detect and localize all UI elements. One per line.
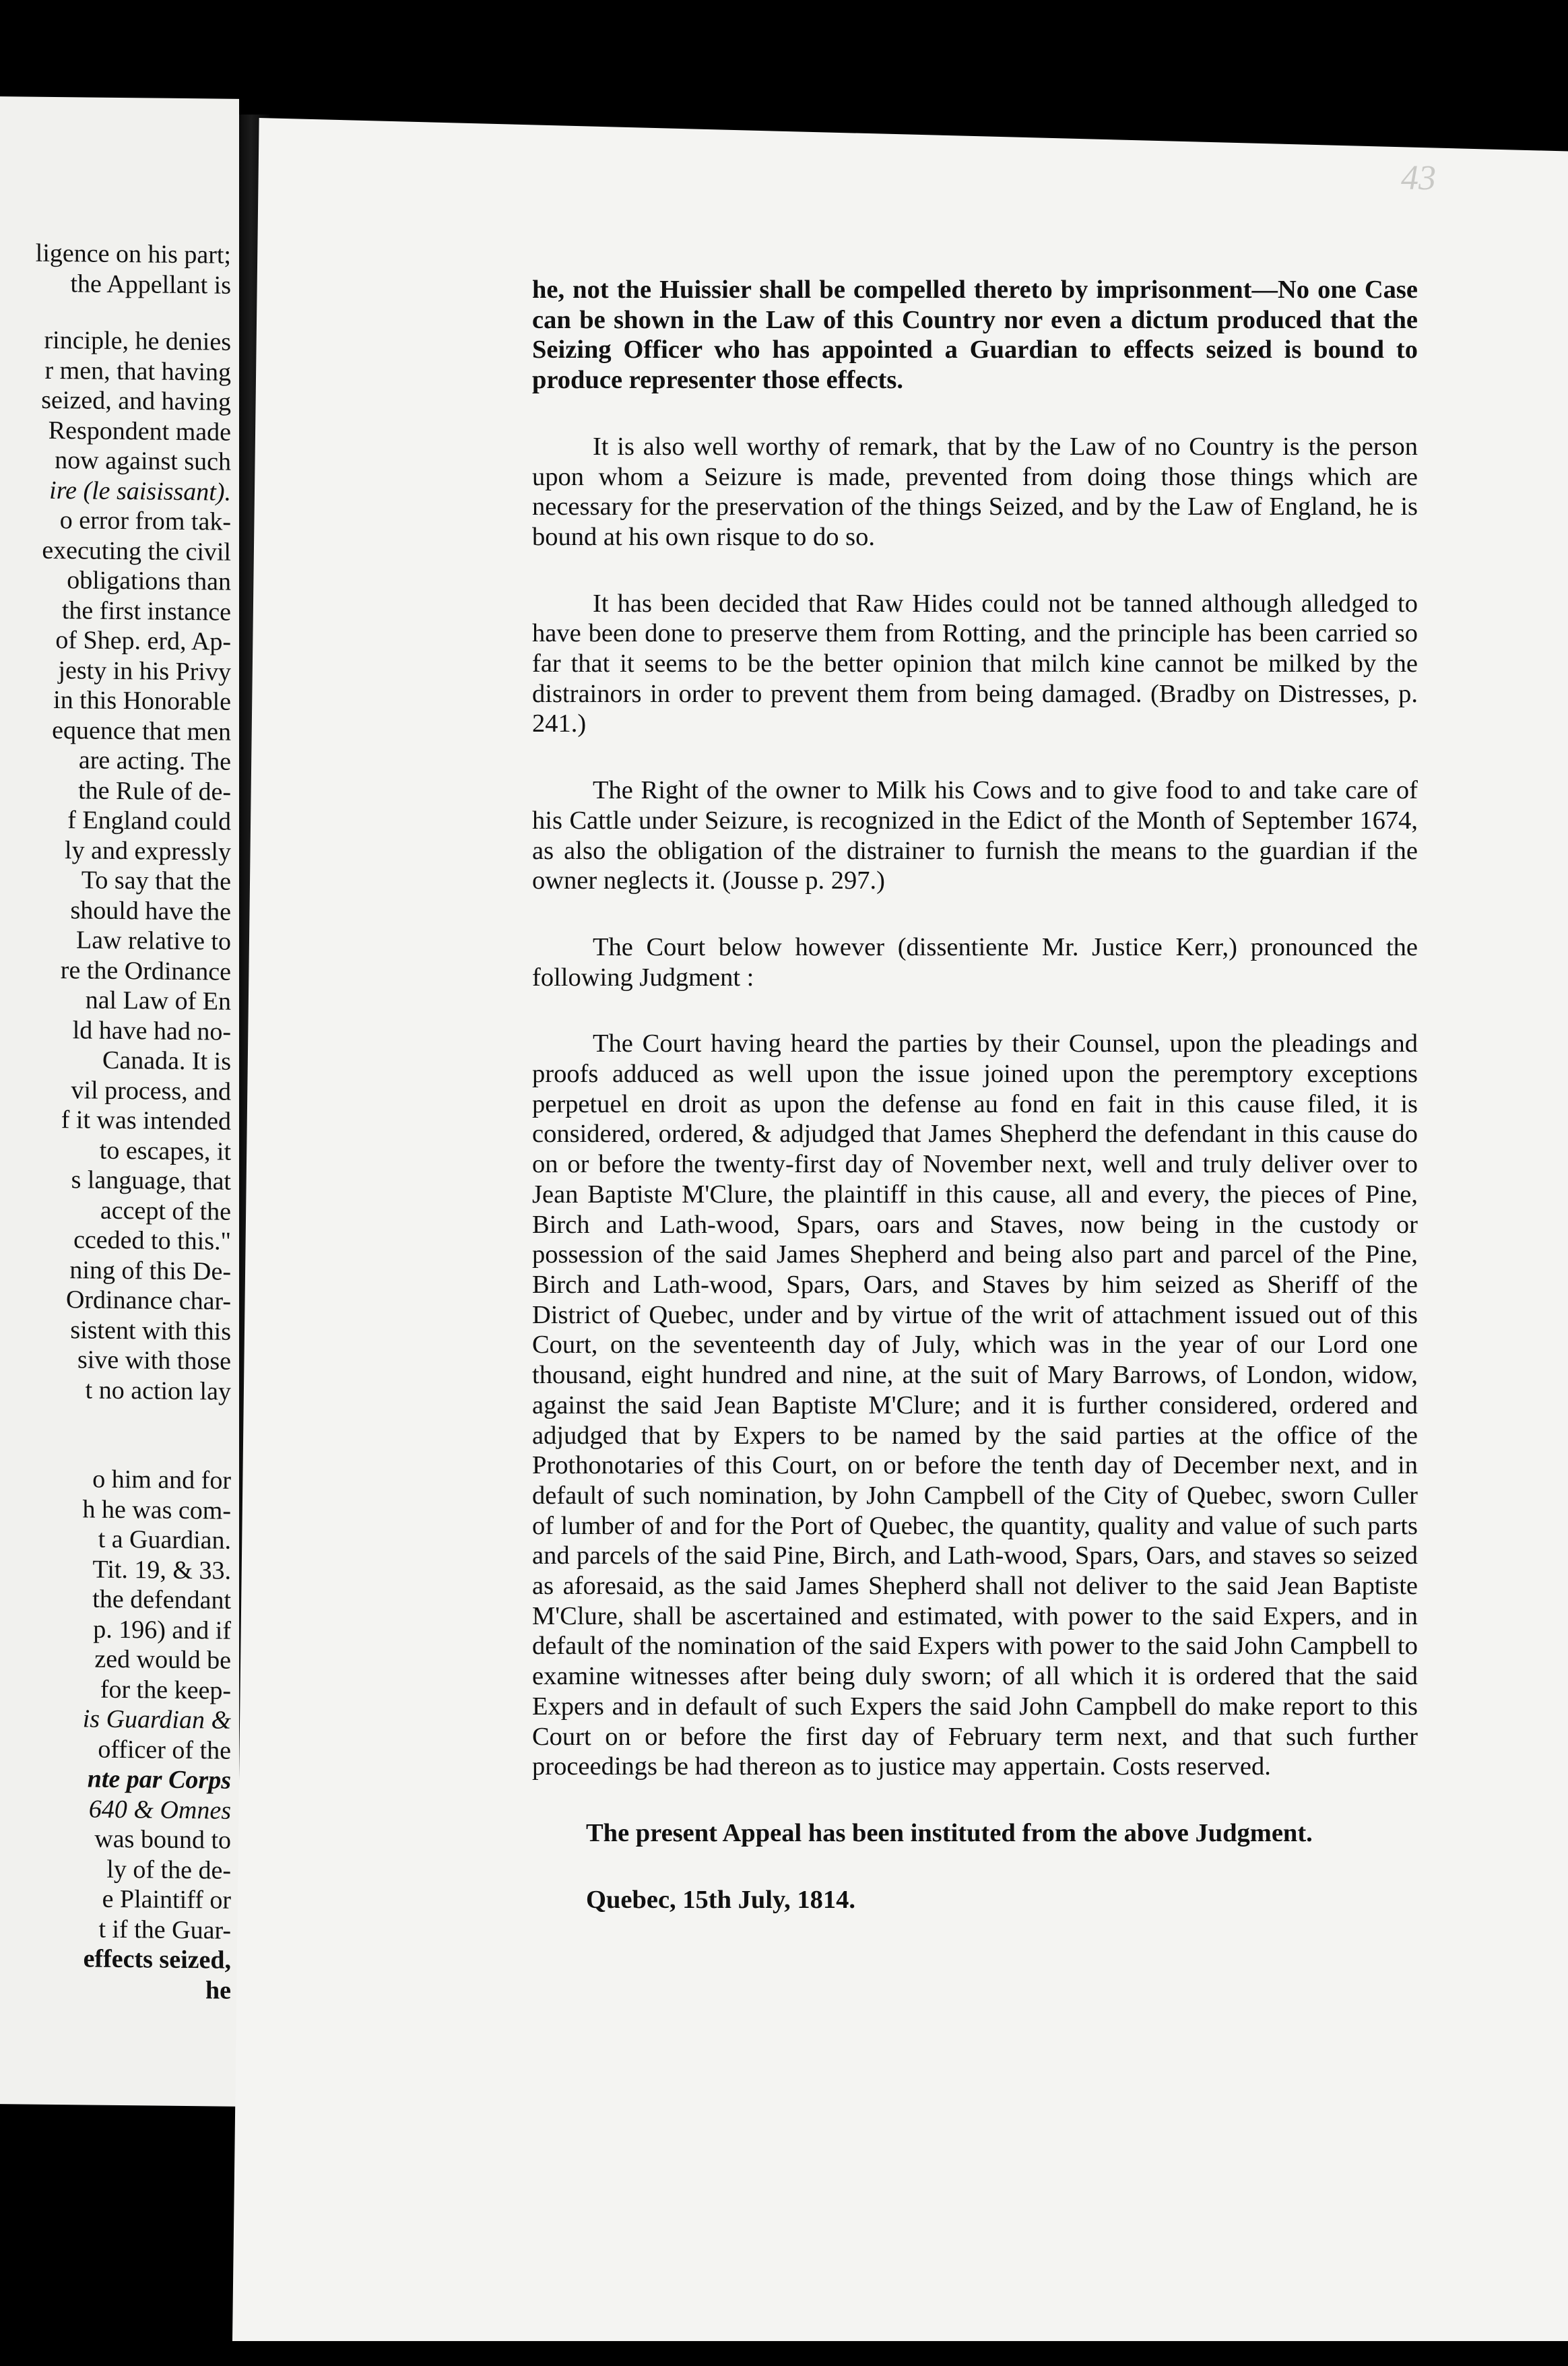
- left-line: o him and for: [92, 1465, 231, 1495]
- left-facing-page: [0, 96, 239, 2107]
- left-line: obligations than: [67, 566, 231, 596]
- paragraph-right-of-owner: The Right of the owner to Milk his Cows and to give food to and take care of his Cattle under Seizure, is recognized in the Edict of the Month of September 1674, as also the obligation of the distrainer to furnish the means to the guardian if the owner neglects it. (Jousse p. 297.): [532, 776, 1418, 895]
- left-line: f it was intended: [61, 1106, 231, 1136]
- paragraph-raw-hides: It has been decided that Raw Hides could not be tanned although alledged to have been done to preserve them from Rotting, and the principle has been carried so far that it seems to be the better opinion that milch kine cannot be milked by the distrainors in order to prevent them from being damaged. (Bradby on Distresses, p. 241.): [532, 589, 1418, 738]
- page-body: [532, 275, 1418, 1951]
- left-line: vil process, and: [71, 1075, 231, 1106]
- left-line: the defendant: [92, 1585, 231, 1615]
- left-line: are acting. The: [78, 746, 231, 776]
- left-line: for the keep-: [100, 1675, 231, 1705]
- left-line: re the Ordinance: [60, 955, 231, 986]
- left-line: ire (le saisissant).: [49, 476, 231, 507]
- left-line: Law relative to: [75, 926, 231, 956]
- left-line: ld have had no-: [72, 1015, 231, 1046]
- left-line: ly and expressly: [65, 835, 231, 866]
- left-line: should have the: [70, 895, 231, 926]
- left-line: officer of the: [98, 1735, 231, 1765]
- left-line: Canada. It is: [102, 1046, 231, 1076]
- left-line: Respondent made: [48, 416, 231, 447]
- left-line: ly of the de-: [106, 1855, 231, 1885]
- left-line: jesty in his Privy: [58, 656, 231, 686]
- left-line: s language, that: [71, 1165, 231, 1196]
- left-line: Tit. 19, & 33.: [92, 1555, 231, 1585]
- left-line: p. 196) and if: [93, 1615, 231, 1645]
- page-number: 43: [1401, 159, 1436, 197]
- left-line: zed would be: [94, 1644, 231, 1675]
- left-line: h he was com-: [82, 1494, 231, 1525]
- left-line: accept of the: [100, 1196, 231, 1226]
- left-line: cceded to this.": [73, 1225, 231, 1256]
- left-line: t if the Guar-: [98, 1915, 231, 1945]
- left-line: now against such: [55, 445, 231, 476]
- left-line: the Appellant is: [70, 269, 231, 300]
- left-line: the Rule of de-: [78, 775, 231, 806]
- left-line: Ordinance char-: [65, 1285, 231, 1316]
- left-line: nte par Corps: [87, 1764, 231, 1795]
- left-line: he: [205, 1975, 231, 2005]
- left-line: t a Guardian.: [98, 1525, 231, 1555]
- date-line: Quebec, 15th July, 1814.: [586, 1885, 856, 1914]
- paragraph-court-below: The Court below however (dissentiente Mr. Justice Kerr,) pronounced the following Judgment :: [532, 932, 1418, 992]
- left-line: rinciple, he denies: [44, 325, 231, 356]
- left-line: sive with those: [77, 1345, 231, 1376]
- left-line: executing the civil: [42, 536, 231, 567]
- left-line: t no action lay: [85, 1375, 231, 1406]
- left-line: sistent with this: [70, 1315, 231, 1346]
- left-line: To say that the: [81, 866, 231, 896]
- paragraph-seizure-remark: It is also well worthy of remark, that by the Law of no Country is the person upon whom a Seizure is made, prevented from doing those things which are necessary for the preservation of the things Seized, and by the Law of England, he is bound at his own risque to do so.: [532, 432, 1418, 551]
- left-line: 640 & Omnes: [88, 1795, 231, 1825]
- left-line: effects seized,: [83, 1944, 231, 1975]
- left-line: ning of this De-: [69, 1255, 231, 1286]
- left-page-text-column: [0, 237, 231, 2005]
- left-line: to escapes, it: [99, 1136, 231, 1166]
- paragraph-judgment: The Court having heard the parties by their Counsel, upon the pleadings and proofs adduced as well upon the issue joined upon the peremptory exceptions perpetuel en droit as upon the defense au fond en fait in this cause filed, it is considered, ordered, & adjudged that James Shepherd the defendant in this cause do on or before the twenty-first day of November next, well and truly deliver over to Jean Baptiste M'Clure, the plaintiff in this cause, all and every, the pieces of Pine, Birch and Lath-wood, Spars, oars and Staves, now being in the custody or possession of the said James Shepherd and being also part and parcel of the Pine, Birch and Lath-wood, Spars, Oars, and Staves by him seized as Sheriff of the District of Quebec, under and by virtue of the writ of attachment issued out of this Court, on the seventeenth day of July, which was in the year of our Lord one thousand, eight hundred and nine, at the suit of Mary Barrows, of London, widow, against the said Jean Baptiste M'Clure; and it is further considered, ordered and adjudged that by Expers to be named by the said parties at the office of the Prothonotaries of this Court, on or before the tenth day of December next, and in default of such nomination, by John Campbell of the City of Quebec, sworn Culler of lumber of and for the Port of Quebec, the quantity, quality and value of such parts and parcels of the said Pine, Birch, and Lath-wood, Spars, Oars, and staves so seized as aforesaid, as the said James Shepherd shall not deliver to the said Jean Baptiste M'Clure, shall be ascertained and estimated, with power to the said Expers, and in default of the nomination of the said Expers with power to the said John Campbell to examine witnesses after being duly sworn; of all which it is ordered that the said Expers and in default of such Expers the said John Campbell do make report to this Court on or before the first day of February term next, and that such further proceedings be had thereon as to justice may appertain. Costs reserved.: [532, 1029, 1418, 1781]
- left-line: e Plaintiff or: [102, 1884, 231, 1915]
- left-line: ligence on his part;: [35, 238, 231, 269]
- left-line: of Shep. erd, Ap-: [55, 626, 231, 656]
- left-line: the first instance: [61, 596, 231, 627]
- left-line: equence that men: [52, 715, 231, 746]
- left-line: o error from tak-: [59, 506, 231, 536]
- left-gap: [0, 297, 231, 327]
- left-line: r men, that having: [44, 356, 231, 387]
- left-line: seized, and having: [41, 385, 231, 416]
- paragraph-continuation: he, not the Huissier shall be compelled thereto by imprisonment—No one Case can be shown in the Law of this Country nor even a dictum produced that the Seizing Officer who has appointed a Guardian to effects seized is bound to produce representer those effects.: [532, 276, 1418, 395]
- left-line: in this Honorable: [53, 685, 231, 716]
- left-line: was bound to: [94, 1824, 231, 1855]
- paragraph-appeal: The present Appeal has been instituted from the above Judgment.: [586, 1818, 1313, 1847]
- left-line: is Guardian &: [82, 1704, 231, 1735]
- left-line: f England could: [67, 806, 231, 836]
- left-line: nal Law of En: [85, 986, 231, 1016]
- left-gap: [0, 1403, 231, 1465]
